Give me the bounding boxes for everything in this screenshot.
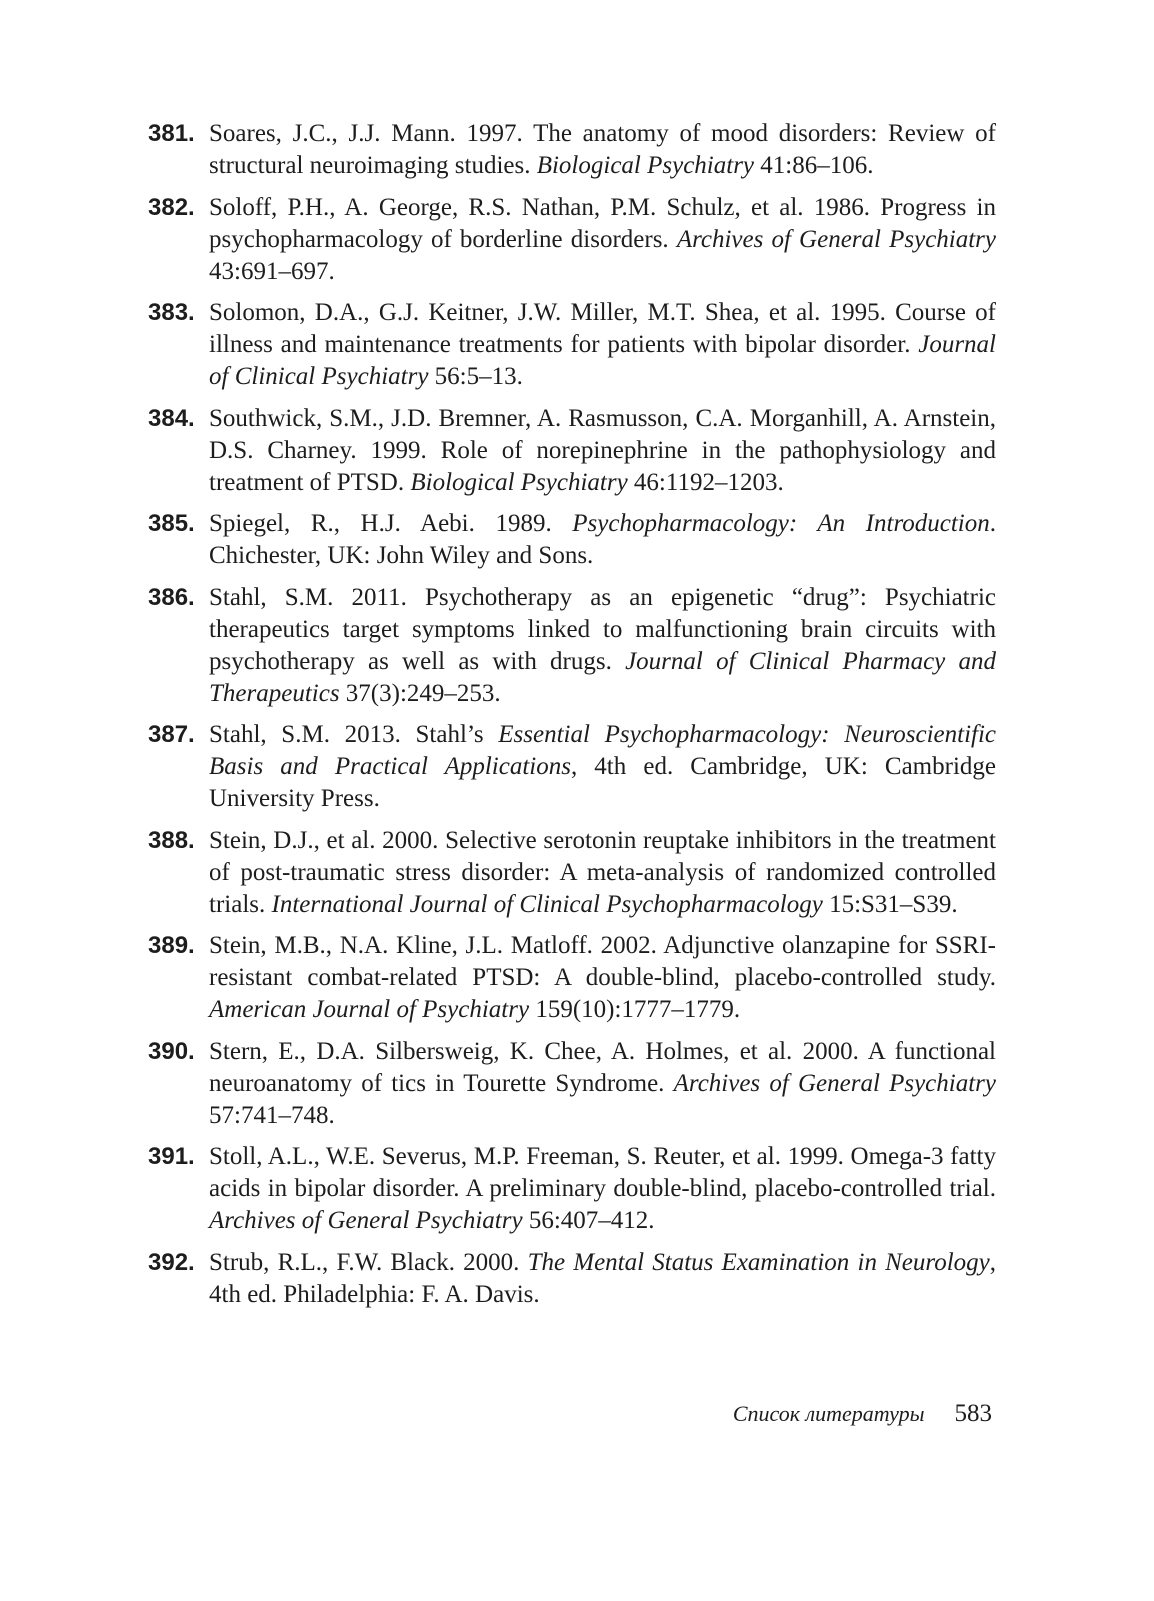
reference-text [209, 118, 996, 182]
reference-text-segment: Stahl, S.M. 2011. Psychotherapy as an epigenetic “drug”: Psychiatric therapeutics target symptoms linked to malfunctioning brain circuits with psychotherapy as well as with drugs. [209, 583, 996, 675]
reference-entry [148, 118, 996, 182]
reference-number: 391. [148, 1143, 195, 1170]
reference-text [209, 930, 996, 1026]
reference-title: Journal of Clinical Pharmacy and Therapeutics [209, 647, 996, 707]
reference-text [209, 192, 996, 288]
reference-text-segment: 56:5–13. [428, 363, 523, 390]
reference-entry [148, 930, 996, 1026]
reference-text [209, 1036, 996, 1132]
reference-text [209, 403, 996, 499]
reference-text [209, 508, 996, 572]
reference-text-segment: 56:407–412. [522, 1207, 655, 1234]
reference-entry [148, 825, 996, 921]
reference-title: Archives of General Psychiatry [673, 1069, 996, 1097]
reference-text [209, 297, 996, 393]
reference-text [209, 825, 996, 921]
reference-entry [148, 403, 996, 499]
reference-title: Biological Psychiatry [410, 468, 628, 496]
reference-number: 387. [148, 721, 195, 748]
reference-title: International Journal of Clinical Psychopharmacology [271, 890, 823, 918]
reference-text-segment: . Chichester, UK: John Wiley and Sons. [209, 510, 996, 569]
reference-text-segment: Stahl, S.M. 2013. Stahl’s [209, 721, 499, 748]
reference-text-segment: Southwick, S.M., J.D. Bremner, A. Rasmusson, C.A. Morganhill, A. Arnstein, D.S. Charney. 1999. Role of norepinephrine in the pathophysiology and treatment of PTSD. [209, 404, 996, 496]
reference-text-segment: 57:741–748. [209, 1101, 335, 1129]
reference-title: Essential Psychopharmacology: Neuroscientific Basis and Practical Applications [209, 721, 996, 780]
reference-text [209, 719, 996, 815]
reference-number: 384. [148, 404, 195, 432]
reference-number: 383. [148, 299, 195, 326]
reference-entry [148, 719, 996, 815]
reference-text-segment: Stein, M.B., N.A. Kline, J.L. Matloff. 2002. Adjunctive olanzapine for SSRI-resistant combat-related PTSD: A double-blind, placebo-controlled study. [209, 932, 996, 991]
reference-number: 382. [148, 193, 195, 221]
running-head: Список литературы [732, 1401, 925, 1426]
reference-title: American Journal of Psychiatry [209, 996, 530, 1023]
reference-text-segment: 159(10):1777–1779. [529, 996, 741, 1023]
reference-text-segment: 37(3):249–253. [339, 679, 501, 707]
reference-title: Psychopharmacology: An Introduction [572, 510, 990, 537]
reference-text-segment: Stern, E., D.A. Silbersweig, K. Chee, A. Holmes, et al. 2000. A functional neuroanatomy of tics in Tourette Syndrome. [209, 1037, 996, 1097]
reference-text-segment: Soares, J.C., J.J. Mann. 1997. The anatomy of mood disorders: Review of structural neuroimaging studies. [209, 120, 996, 179]
reference-title: The Mental Status Examination in Neurology [527, 1248, 990, 1276]
reference-text-segment: 46:1192–1203. [627, 468, 784, 496]
reference-text-segment: Solomon, D.A., G.J. Keitner, J.W. Miller, M.T. Shea, et al. 1995. Course of illness and maintenance treatments for patients with bipolar disorder. [209, 299, 996, 358]
reference-entry [148, 1036, 996, 1132]
reference-text [209, 582, 996, 710]
reference-entry [148, 297, 996, 393]
reference-title: Biological Psychiatry [536, 152, 755, 179]
reference-entry [148, 1141, 996, 1237]
reference-entry [148, 508, 996, 572]
page-number: 583 [954, 1400, 992, 1427]
reference-title: Journal of Clinical Psychiatry [209, 331, 996, 390]
reference-text-segment: Strub, R.L., F.W. Black. 2000. [209, 1248, 528, 1276]
reference-entry [148, 1247, 996, 1311]
reference-text-segment: Stein, D.J., et al. 2000. Selective serotonin reuptake inhibitors in the treatment of post-traumatic stress disorder: A meta-analysis of randomized controlled trials. [209, 826, 996, 918]
reference-number: 388. [148, 826, 195, 854]
reference-list [148, 118, 996, 1320]
reference-number: 386. [148, 583, 195, 611]
reference-entry [148, 582, 996, 710]
reference-text-segment: Soloff, P.H., A. George, R.S. Nathan, P.M. Schulz, et al. 1986. Progress in psychopharmacology of borderline disorders. [209, 193, 996, 253]
reference-number: 389. [148, 932, 195, 959]
page-footer [733, 1400, 992, 1428]
reference-number: 390. [148, 1037, 195, 1065]
reference-text-segment: 43:691–697. [209, 257, 335, 285]
reference-text-segment: Stoll, A.L., W.E. Severus, M.P. Freeman, S. Reuter, et al. 1999. Omega-3 fatty acids in bipolar disorder. A preliminary double-blind, placebo-controlled trial. [209, 1143, 996, 1202]
reference-text-segment: Spiegel, R., H.J. Aebi. 1989. [209, 510, 573, 537]
reference-title: Archives of General Psychiatry [676, 225, 997, 253]
reference-text-segment: , 4th ed. Philadelphia: F. A. Davis. [209, 1248, 996, 1308]
reference-text-segment: , 4th ed. Cambridge, UK: Cambridge University Press. [209, 753, 996, 812]
reference-title: Archives of General Psychiatry [209, 1207, 523, 1234]
reference-text [209, 1247, 996, 1311]
reference-text-segment: 15:S31–S39. [822, 890, 958, 918]
reference-number: 392. [148, 1248, 195, 1276]
reference-text-segment: 41:86–106. [754, 152, 874, 179]
reference-number: 385. [148, 510, 195, 537]
reference-number: 381. [148, 120, 195, 147]
reference-text [209, 1141, 996, 1237]
reference-entry [148, 192, 996, 288]
